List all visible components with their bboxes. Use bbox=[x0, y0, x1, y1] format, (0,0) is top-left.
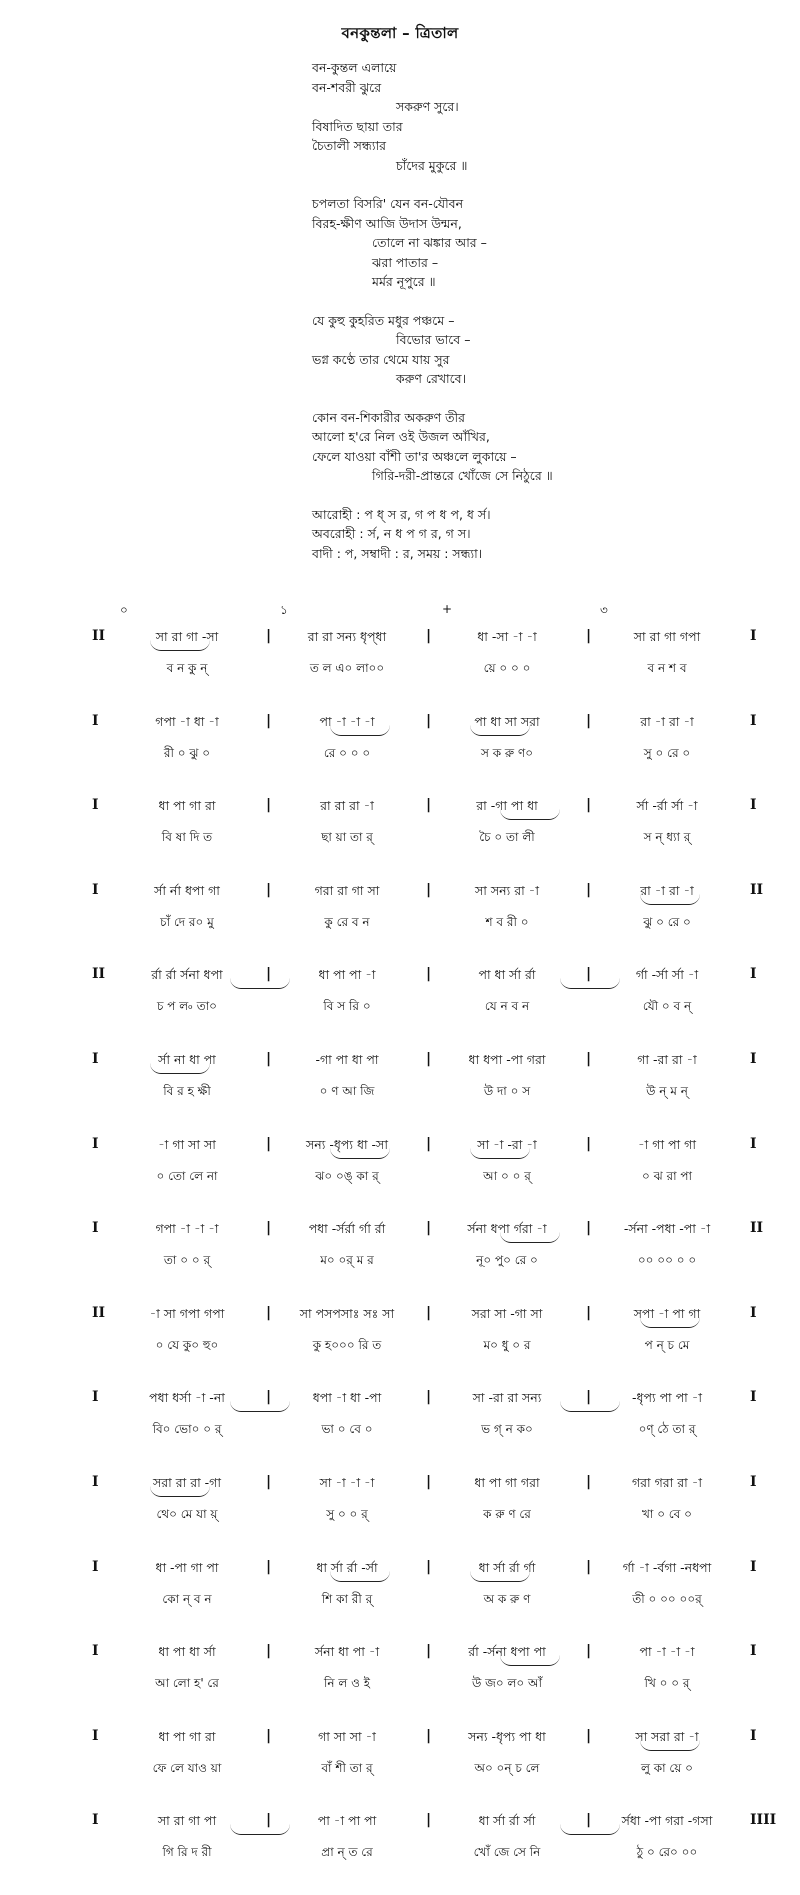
lyrics-vibhag: খি ০ ০ র্ bbox=[644, 1676, 690, 1691]
notes-vibhag: গরা গরা রা -া bbox=[631, 1474, 703, 1490]
slur-mark bbox=[500, 809, 560, 820]
slur-mark bbox=[500, 1232, 560, 1243]
vibhag-divider: | bbox=[426, 712, 432, 729]
poem-line: ফেলে যাওয়া বাঁশী তা'র অঞ্চলে লুকায়ে – bbox=[312, 448, 517, 464]
vibhag-divider: | bbox=[426, 1389, 432, 1406]
poem-line: বিরহ-ক্ষীণ আজি উদাস উন্মন, bbox=[312, 215, 462, 231]
bar-line-end: I bbox=[750, 1727, 757, 1744]
lyrics-vibhag: শি কা রী র্ bbox=[321, 1591, 373, 1606]
bar-line-start: I bbox=[92, 1473, 99, 1490]
lyrics-vibhag: তী ০ ০০ ০০র্ bbox=[632, 1591, 702, 1606]
vibhag-divider: | bbox=[586, 797, 592, 814]
notes-vibhag: পধা -র্সর্রা র্গা র্রা bbox=[308, 1221, 386, 1237]
vibhag-divider: | bbox=[586, 1643, 592, 1660]
lyrics-vibhag: বি স রি ০ bbox=[323, 999, 371, 1014]
vibhag-divider: | bbox=[426, 1220, 432, 1237]
notes-vibhag: ধা র্সা র্রা র্গা bbox=[478, 1559, 536, 1575]
notes-vibhag: -র্সনা -পধা -পা -া bbox=[623, 1221, 711, 1237]
vibhag-divider: | bbox=[586, 1304, 592, 1321]
lyrics-vibhag: থে০ মে যা য়্ bbox=[156, 1506, 218, 1521]
vibhag-divider: | bbox=[266, 797, 272, 814]
bar-line-start: I bbox=[92, 1050, 99, 1067]
vibhag-divider: | bbox=[266, 881, 272, 898]
bar-line-start: I bbox=[92, 1389, 99, 1406]
poem-line: বিভোর ভাবে – bbox=[396, 332, 471, 347]
poem-line: তোলে না ঝঙ্কার আর – bbox=[372, 235, 487, 250]
vibhag-divider: | bbox=[586, 966, 592, 983]
bar-line-end: I bbox=[750, 966, 757, 983]
notes-vibhag: রা রা রা -া bbox=[320, 798, 374, 814]
vibhag-divider: | bbox=[586, 1135, 592, 1152]
lyrics-vibhag: ০ যে কু০ হু০ bbox=[155, 1337, 219, 1352]
notes-vibhag: পা -া -া -া bbox=[639, 1644, 695, 1660]
lyrics-vibhag: প ন্ চ মে bbox=[644, 1337, 690, 1352]
bar-line-start: II bbox=[92, 628, 106, 644]
lyrics-vibhag: বি০ ভো০ ০ র্ bbox=[152, 1422, 222, 1437]
lyrics-vibhag: ০ণ্ ঠে তা র্ bbox=[638, 1422, 696, 1437]
vibhag-divider: | bbox=[426, 1135, 432, 1152]
bar-line-start: I bbox=[92, 1812, 99, 1829]
notes-vibhag: সা রা গা -সা bbox=[155, 629, 219, 644]
slur-mark bbox=[330, 1148, 390, 1159]
notation-row bbox=[0, 1810, 800, 1895]
slur-mark bbox=[330, 1571, 390, 1582]
lyrics-vibhag: লু কা য়ে ০ bbox=[640, 1760, 693, 1775]
vibhag-divider: | bbox=[586, 1473, 592, 1490]
poem-line: চাঁদের মুকুরে ॥ bbox=[396, 157, 468, 173]
notation-row bbox=[0, 1557, 800, 1642]
lyrics-vibhag: বি ষা দি ত bbox=[161, 830, 213, 845]
bar-line-start: I bbox=[92, 1727, 99, 1744]
lyrics-vibhag: স ন্ ধ্যা র্ bbox=[643, 830, 691, 845]
poem-line: মর্মর নূপুরে ॥ bbox=[372, 274, 436, 289]
notes-vibhag: র্সা র্না ধপা গা bbox=[154, 882, 220, 898]
tala-marker: ০ bbox=[120, 603, 128, 617]
bar-line-start: II bbox=[92, 1304, 106, 1321]
notes-vibhag: পা ধা সা সরা bbox=[474, 713, 540, 729]
slur-mark bbox=[150, 1486, 210, 1497]
lyrics-vibhag: যৌ ০ ব ন্ bbox=[642, 999, 692, 1014]
slur-mark bbox=[560, 978, 620, 989]
notation-row bbox=[0, 964, 800, 1049]
vibhag-divider: | bbox=[586, 1558, 592, 1575]
tala-markers bbox=[0, 602, 800, 622]
bar-line-end: I bbox=[750, 712, 757, 729]
lyrics-vibhag: ম০ ০র্ ম র bbox=[320, 1253, 374, 1268]
notation-row bbox=[0, 1726, 800, 1811]
vibhag-divider: | bbox=[426, 1727, 432, 1744]
notes-vibhag: সরা রা রা -গা bbox=[152, 1474, 221, 1490]
lyrics-vibhag: ব ন কু ন্ bbox=[166, 661, 208, 675]
vibhag-divider: | bbox=[426, 797, 432, 814]
lyrics-vibhag: আ লো হ' রে bbox=[155, 1676, 219, 1691]
slur-mark bbox=[470, 725, 530, 736]
notes-vibhag: -ধৃপ্য পা পা -া bbox=[631, 1390, 703, 1406]
lyrics-vibhag: ফে লে যাও য়া bbox=[152, 1760, 222, 1775]
vibhag-divider: | bbox=[266, 1558, 272, 1575]
raga-info-line: অবরোহী : র্স, ন ধ প গ র, গ স। bbox=[312, 526, 471, 541]
slur-mark bbox=[560, 1824, 620, 1835]
notes-vibhag: ধা পা গা রা bbox=[158, 798, 216, 814]
vibhag-divider: | bbox=[586, 1220, 592, 1237]
notes-vibhag: ধা ধপা -পা গরা bbox=[468, 1051, 546, 1067]
poem-stanza bbox=[312, 408, 772, 486]
tala-marker: ৩ bbox=[600, 603, 608, 617]
lyrics-vibhag: কো ন্ ব ন bbox=[162, 1591, 212, 1606]
vibhag-divider: | bbox=[586, 1389, 592, 1406]
lyrics-vibhag: উ জ০ ল০ আঁ bbox=[471, 1676, 543, 1691]
lyrics-vibhag: ক রু ণ রে bbox=[483, 1506, 531, 1521]
notes-vibhag: র্সনা ধপা র্গরা -া bbox=[467, 1221, 547, 1237]
lyrics-vibhag: গি রি দ রী bbox=[162, 1845, 212, 1860]
lyrics-vibhag: উ দা ০ স bbox=[483, 1083, 531, 1098]
bar-line-start: I bbox=[92, 881, 99, 898]
notes-vibhag: র্সনা ধা পা -া bbox=[314, 1644, 380, 1660]
lyrics-vibhag: অ ক রু ণ bbox=[483, 1591, 531, 1606]
notes-vibhag: গা -রা রা -া bbox=[637, 1051, 697, 1067]
notes-vibhag: সা সন্য রা -া bbox=[475, 882, 539, 898]
notes-vibhag: সন্য -ধৃপ্য পা ধা bbox=[468, 1728, 546, 1744]
poem-line: চৈতালী সন্ধ্যার bbox=[312, 138, 386, 153]
bar-line-start: I bbox=[92, 1643, 99, 1660]
vibhag-divider: | bbox=[426, 1050, 432, 1067]
lyrics-vibhag: আ ০ ০ র্ bbox=[483, 1168, 531, 1183]
raga-info-line: আরোহী : প ধ্ স র, গ প ধ প, ধ র্স। bbox=[312, 506, 491, 522]
lyrics-vibhag: ০ তো লে না bbox=[156, 1168, 218, 1183]
vibhag-divider: | bbox=[266, 1135, 272, 1152]
notes-vibhag: রা -া রা -া bbox=[640, 713, 694, 729]
raga-info-line: বাদী : প, সম্বাদী : র, সময় : সন্ধ্যা। bbox=[312, 545, 483, 561]
slur-mark bbox=[640, 1317, 700, 1328]
poem-line: বন-কুন্তল এলায়ে bbox=[312, 60, 397, 75]
bar-line-end: I bbox=[750, 1389, 757, 1406]
lyrics-vibhag: ভা ০ বে ০ bbox=[321, 1422, 373, 1437]
vibhag-divider: | bbox=[266, 1473, 272, 1490]
notation-row bbox=[0, 711, 800, 796]
notes-vibhag: সা -া -রা -া bbox=[477, 1136, 537, 1152]
notes-vibhag: র্গা -া -র্বগা -নধপা bbox=[622, 1559, 712, 1575]
lyrics-vibhag: রে ০ ০ ০ bbox=[323, 745, 371, 760]
notation-row bbox=[0, 626, 800, 711]
notation-row bbox=[0, 795, 800, 880]
slur-mark bbox=[640, 894, 700, 905]
bar-line-end: I bbox=[750, 1304, 757, 1321]
notes-vibhag: র্গা -র্সা র্সা -া bbox=[635, 967, 699, 983]
bar-line-start: I bbox=[92, 1558, 99, 1575]
notation-row bbox=[0, 1387, 800, 1472]
poem-line: করুণ রেখাবে। bbox=[396, 371, 467, 386]
vibhag-divider: | bbox=[266, 1304, 272, 1321]
notes-vibhag: ধা -সা -া -া bbox=[477, 629, 537, 644]
vibhag-divider: | bbox=[266, 966, 272, 983]
lyrics-vibhag: চাঁ দে র০ মু bbox=[160, 914, 214, 929]
slur-mark bbox=[230, 978, 290, 989]
bar-line-end: II bbox=[750, 881, 764, 898]
notes-vibhag: সপা -া পা গা bbox=[633, 1305, 701, 1321]
poem-stanza bbox=[312, 311, 772, 389]
bar-line-end: I bbox=[750, 628, 757, 644]
bar-line-end: I bbox=[750, 797, 757, 814]
lyrics-vibhag: চৈ ০ তা লী bbox=[479, 830, 535, 845]
notes-vibhag: সা -রা রা সন্য bbox=[472, 1390, 542, 1406]
lyrics-vibhag: উ ন্ ম ন্ bbox=[646, 1083, 688, 1098]
vibhag-divider: | bbox=[426, 1558, 432, 1575]
vibhag-divider: | bbox=[266, 712, 272, 729]
bar-line-end: I bbox=[750, 1050, 757, 1067]
lyrics-vibhag: নি ল ও ই bbox=[323, 1676, 371, 1691]
notes-vibhag: গরা রা গা সা bbox=[314, 882, 380, 898]
slur-mark bbox=[470, 1571, 530, 1582]
notes-vibhag: সা সরা রা -া bbox=[635, 1728, 699, 1744]
bar-line-start: I bbox=[92, 797, 99, 814]
notation-row bbox=[0, 1049, 800, 1134]
notation-row bbox=[0, 880, 800, 965]
slur-mark bbox=[230, 1401, 290, 1412]
lyrics-vibhag: সু ০ ০ র্ bbox=[326, 1506, 368, 1521]
poem-line: গিরি-দরী-প্রান্তরে খোঁজে সে নিঠুরে ॥ bbox=[372, 468, 553, 483]
lyrics-vibhag: ঝু ০ রে ০ bbox=[643, 914, 691, 929]
notes-vibhag: ধা পা গা গরা bbox=[474, 1474, 540, 1490]
notes-vibhag: ধা র্সা র্রা র্সা bbox=[478, 1813, 536, 1829]
notes-vibhag: সা -া -া -া bbox=[319, 1474, 375, 1490]
vibhag-divider: | bbox=[586, 881, 592, 898]
lyrics-vibhag: ০ ঝ রা পা bbox=[641, 1168, 693, 1183]
lyrics-vibhag: বাঁ শী তা র্ bbox=[321, 1760, 373, 1775]
slur-mark bbox=[500, 1655, 560, 1666]
slur-mark bbox=[330, 725, 390, 736]
tala-marker: + bbox=[442, 602, 453, 616]
vibhag-divider: | bbox=[426, 966, 432, 983]
poem-line: কোন বন-শিকারীর অকরুণ তীর bbox=[312, 409, 465, 425]
lyrics-vibhag: বি র হ ক্ষী bbox=[163, 1083, 211, 1098]
notes-vibhag: ধা -পা গা পা bbox=[155, 1559, 219, 1575]
lyrics-vibhag: ব ন শ ব bbox=[647, 661, 687, 675]
vibhag-divider: | bbox=[586, 712, 592, 729]
lyrics-vibhag: যে ন ব ন bbox=[484, 999, 530, 1014]
notes-vibhag: পা ধা র্সা র্রা bbox=[478, 967, 536, 983]
tala-marker: ১ bbox=[280, 603, 288, 617]
notes-vibhag: র্সধা -পা গরা -গসা bbox=[621, 1813, 713, 1829]
notes-vibhag: র্সা না ধা পা bbox=[158, 1051, 216, 1067]
notes-vibhag: ধপা -া ধা -পা bbox=[312, 1390, 382, 1406]
slur-mark bbox=[230, 1824, 290, 1835]
vibhag-divider: | bbox=[266, 628, 272, 644]
slur-mark bbox=[470, 1148, 530, 1159]
vibhag-divider: | bbox=[266, 1389, 272, 1406]
lyrics-vibhag: খা ০ বে ০ bbox=[642, 1506, 692, 1521]
notes-vibhag: রা -গা পা ধা bbox=[476, 798, 538, 814]
poem-line: চপলতা বিসরি' যেন বন-যৌবন bbox=[312, 196, 464, 211]
notes-vibhag: ধা পা গা রা bbox=[158, 1728, 216, 1744]
poem-stanza bbox=[312, 194, 772, 292]
vibhag-divider: | bbox=[266, 1050, 272, 1067]
vibhag-divider: | bbox=[266, 1812, 272, 1829]
bar-line-start: II bbox=[92, 966, 106, 983]
slur-mark bbox=[150, 640, 210, 651]
poem-line: যে কুহু কুহরিত মধুর পঞ্চমে – bbox=[312, 312, 455, 328]
lyrics-vibhag: কু রে ব ন bbox=[324, 914, 370, 929]
lyrics-poem bbox=[312, 58, 772, 563]
notes-vibhag: গপা -া -া -া bbox=[155, 1221, 219, 1237]
notes-vibhag: রা -া রা -া bbox=[640, 882, 694, 898]
poem-line: বিষাদিত ছায়া তার bbox=[312, 118, 403, 134]
notes-vibhag: র্সা -র্রা র্সা -া bbox=[636, 798, 698, 814]
vibhag-divider: | bbox=[586, 1050, 592, 1067]
notation-row bbox=[0, 1218, 800, 1303]
lyrics-vibhag: ঠু ০ রে০ ০০ bbox=[636, 1845, 698, 1860]
notes-vibhag: ধা র্সা র্রা -র্সা bbox=[316, 1559, 378, 1575]
notes-vibhag: ধা পা ধা র্সা bbox=[158, 1644, 216, 1660]
poem-line: বন-শবরী ঝুরে bbox=[312, 79, 382, 95]
lyrics-vibhag: ০০ ০০ ০ ০ bbox=[637, 1253, 697, 1268]
notes-vibhag: ধা পা পা -া bbox=[318, 967, 376, 983]
song-title: বনকুন্তলা – ত্রিতাল bbox=[341, 24, 459, 42]
vibhag-divider: | bbox=[426, 1643, 432, 1660]
vibhag-divider: | bbox=[266, 1643, 272, 1660]
notes-vibhag: পা -া পা পা bbox=[317, 1813, 377, 1829]
vibhag-divider: | bbox=[426, 881, 432, 898]
notes-vibhag: পা -া -া -া bbox=[319, 713, 375, 729]
vibhag-divider: | bbox=[426, 628, 432, 644]
notes-vibhag: সা রা গা পা bbox=[157, 1813, 217, 1829]
bar-line-start: I bbox=[92, 712, 99, 729]
lyrics-vibhag: ত ল এ০ লা০০ bbox=[309, 661, 385, 675]
lyrics-vibhag: রী ০ ঝু ০ bbox=[163, 745, 211, 760]
vibhag-divider: | bbox=[426, 1473, 432, 1490]
lyrics-vibhag: ০ ণ আ জি bbox=[319, 1083, 375, 1098]
vibhag-divider: | bbox=[266, 1220, 272, 1237]
slur-mark bbox=[640, 1740, 700, 1751]
lyrics-vibhag: নূ০ পু০ রে ০ bbox=[476, 1253, 538, 1268]
lyrics-vibhag: প্রা ন্ ত রে bbox=[321, 1845, 373, 1860]
lyrics-vibhag: ভ গ্ ন ক০ bbox=[481, 1422, 533, 1437]
vibhag-divider: | bbox=[586, 1727, 592, 1744]
lyrics-vibhag: খোঁ জে সে নি bbox=[473, 1845, 541, 1860]
notes-vibhag: গা সা সা -া bbox=[318, 1728, 376, 1744]
bar-line-end: I bbox=[750, 1135, 757, 1152]
notes-vibhag: সরা সা -গা সা bbox=[471, 1305, 543, 1321]
lyrics-vibhag: ঝ০ ০ঙ্ কা র্ bbox=[315, 1168, 379, 1183]
lyrics-vibhag: চ প ল৹ তা০ bbox=[156, 999, 217, 1014]
slur-mark bbox=[560, 1401, 620, 1412]
poem-line: ঝরা পাতার – bbox=[372, 254, 439, 270]
vibhag-divider: | bbox=[586, 628, 592, 644]
lyrics-vibhag: ছা য়া তা র্ bbox=[321, 830, 373, 845]
notes-vibhag: সন্য -ধৃপ্য ধা -সা bbox=[306, 1136, 388, 1152]
notation-row bbox=[0, 1303, 800, 1388]
poem-line: সকরুণ সুরে। bbox=[396, 99, 459, 114]
poem-line: আলো হ'রে নিল ওই উজল আঁখির, bbox=[312, 429, 490, 444]
vibhag-divider: | bbox=[426, 1812, 432, 1829]
vibhag-divider: | bbox=[426, 1304, 432, 1321]
bar-line-start: I bbox=[92, 1135, 99, 1152]
slur-mark bbox=[150, 1063, 210, 1074]
notes-vibhag: র্রা র্রা র্সনা ধপা bbox=[151, 967, 223, 983]
notes-vibhag: -া গা পা গা bbox=[638, 1136, 696, 1152]
raga-info bbox=[312, 505, 772, 564]
vibhag-divider: | bbox=[586, 1812, 592, 1829]
lyrics-vibhag: তা ০ ০ র্ bbox=[163, 1253, 211, 1268]
notation-row bbox=[0, 1472, 800, 1557]
notes-vibhag: -া সা গপা গপা bbox=[149, 1305, 225, 1321]
notes-vibhag: -গা পা ধা পা bbox=[315, 1051, 379, 1067]
bar-line-start: I bbox=[92, 1220, 99, 1237]
lyrics-vibhag: ম০ ধু ০ র bbox=[483, 1337, 531, 1352]
lyrics-vibhag: সু ০ রে ০ bbox=[643, 745, 691, 760]
lyrics-vibhag: স ক রু ণ০ bbox=[480, 745, 534, 760]
lyrics-vibhag: য়ে ০ ০ ০ bbox=[483, 661, 531, 675]
vibhag-divider: | bbox=[266, 1727, 272, 1744]
lyrics-vibhag: কু হ০০০ রি ত bbox=[312, 1337, 382, 1352]
notes-vibhag: র্রা -র্সনা ধপা পা bbox=[468, 1644, 546, 1660]
notes-vibhag: রা রা সন্য ধৃপ্ধা bbox=[307, 629, 387, 644]
notes-vibhag: গপা -া ধা -া bbox=[155, 713, 219, 729]
bar-line-end: II bbox=[750, 1220, 764, 1237]
bar-line-end: IIII bbox=[750, 1812, 777, 1829]
bar-line-end: I bbox=[750, 1473, 757, 1490]
poem-stanza bbox=[312, 58, 772, 175]
notes-vibhag: সা পসপসাঃ সঃ সা bbox=[299, 1305, 395, 1321]
lyrics-vibhag: শ ব রী ০ bbox=[485, 914, 529, 929]
lyrics-vibhag: অ০ ০ন্ চ লে bbox=[474, 1760, 540, 1775]
poem-line: ভগ্ন কণ্ঠে তার থেমে যায় সুর bbox=[312, 351, 450, 367]
notes-vibhag: পধা ধর্সা -া -না bbox=[149, 1390, 225, 1406]
notation-row bbox=[0, 1134, 800, 1219]
bar-line-end: I bbox=[750, 1643, 757, 1660]
notation-row bbox=[0, 1641, 800, 1726]
notes-vibhag: সা রা গা গপা bbox=[633, 629, 701, 644]
bar-line-end: I bbox=[750, 1558, 757, 1575]
notes-vibhag: -া গা সা সা bbox=[158, 1136, 216, 1152]
notation-rows bbox=[0, 626, 800, 1895]
